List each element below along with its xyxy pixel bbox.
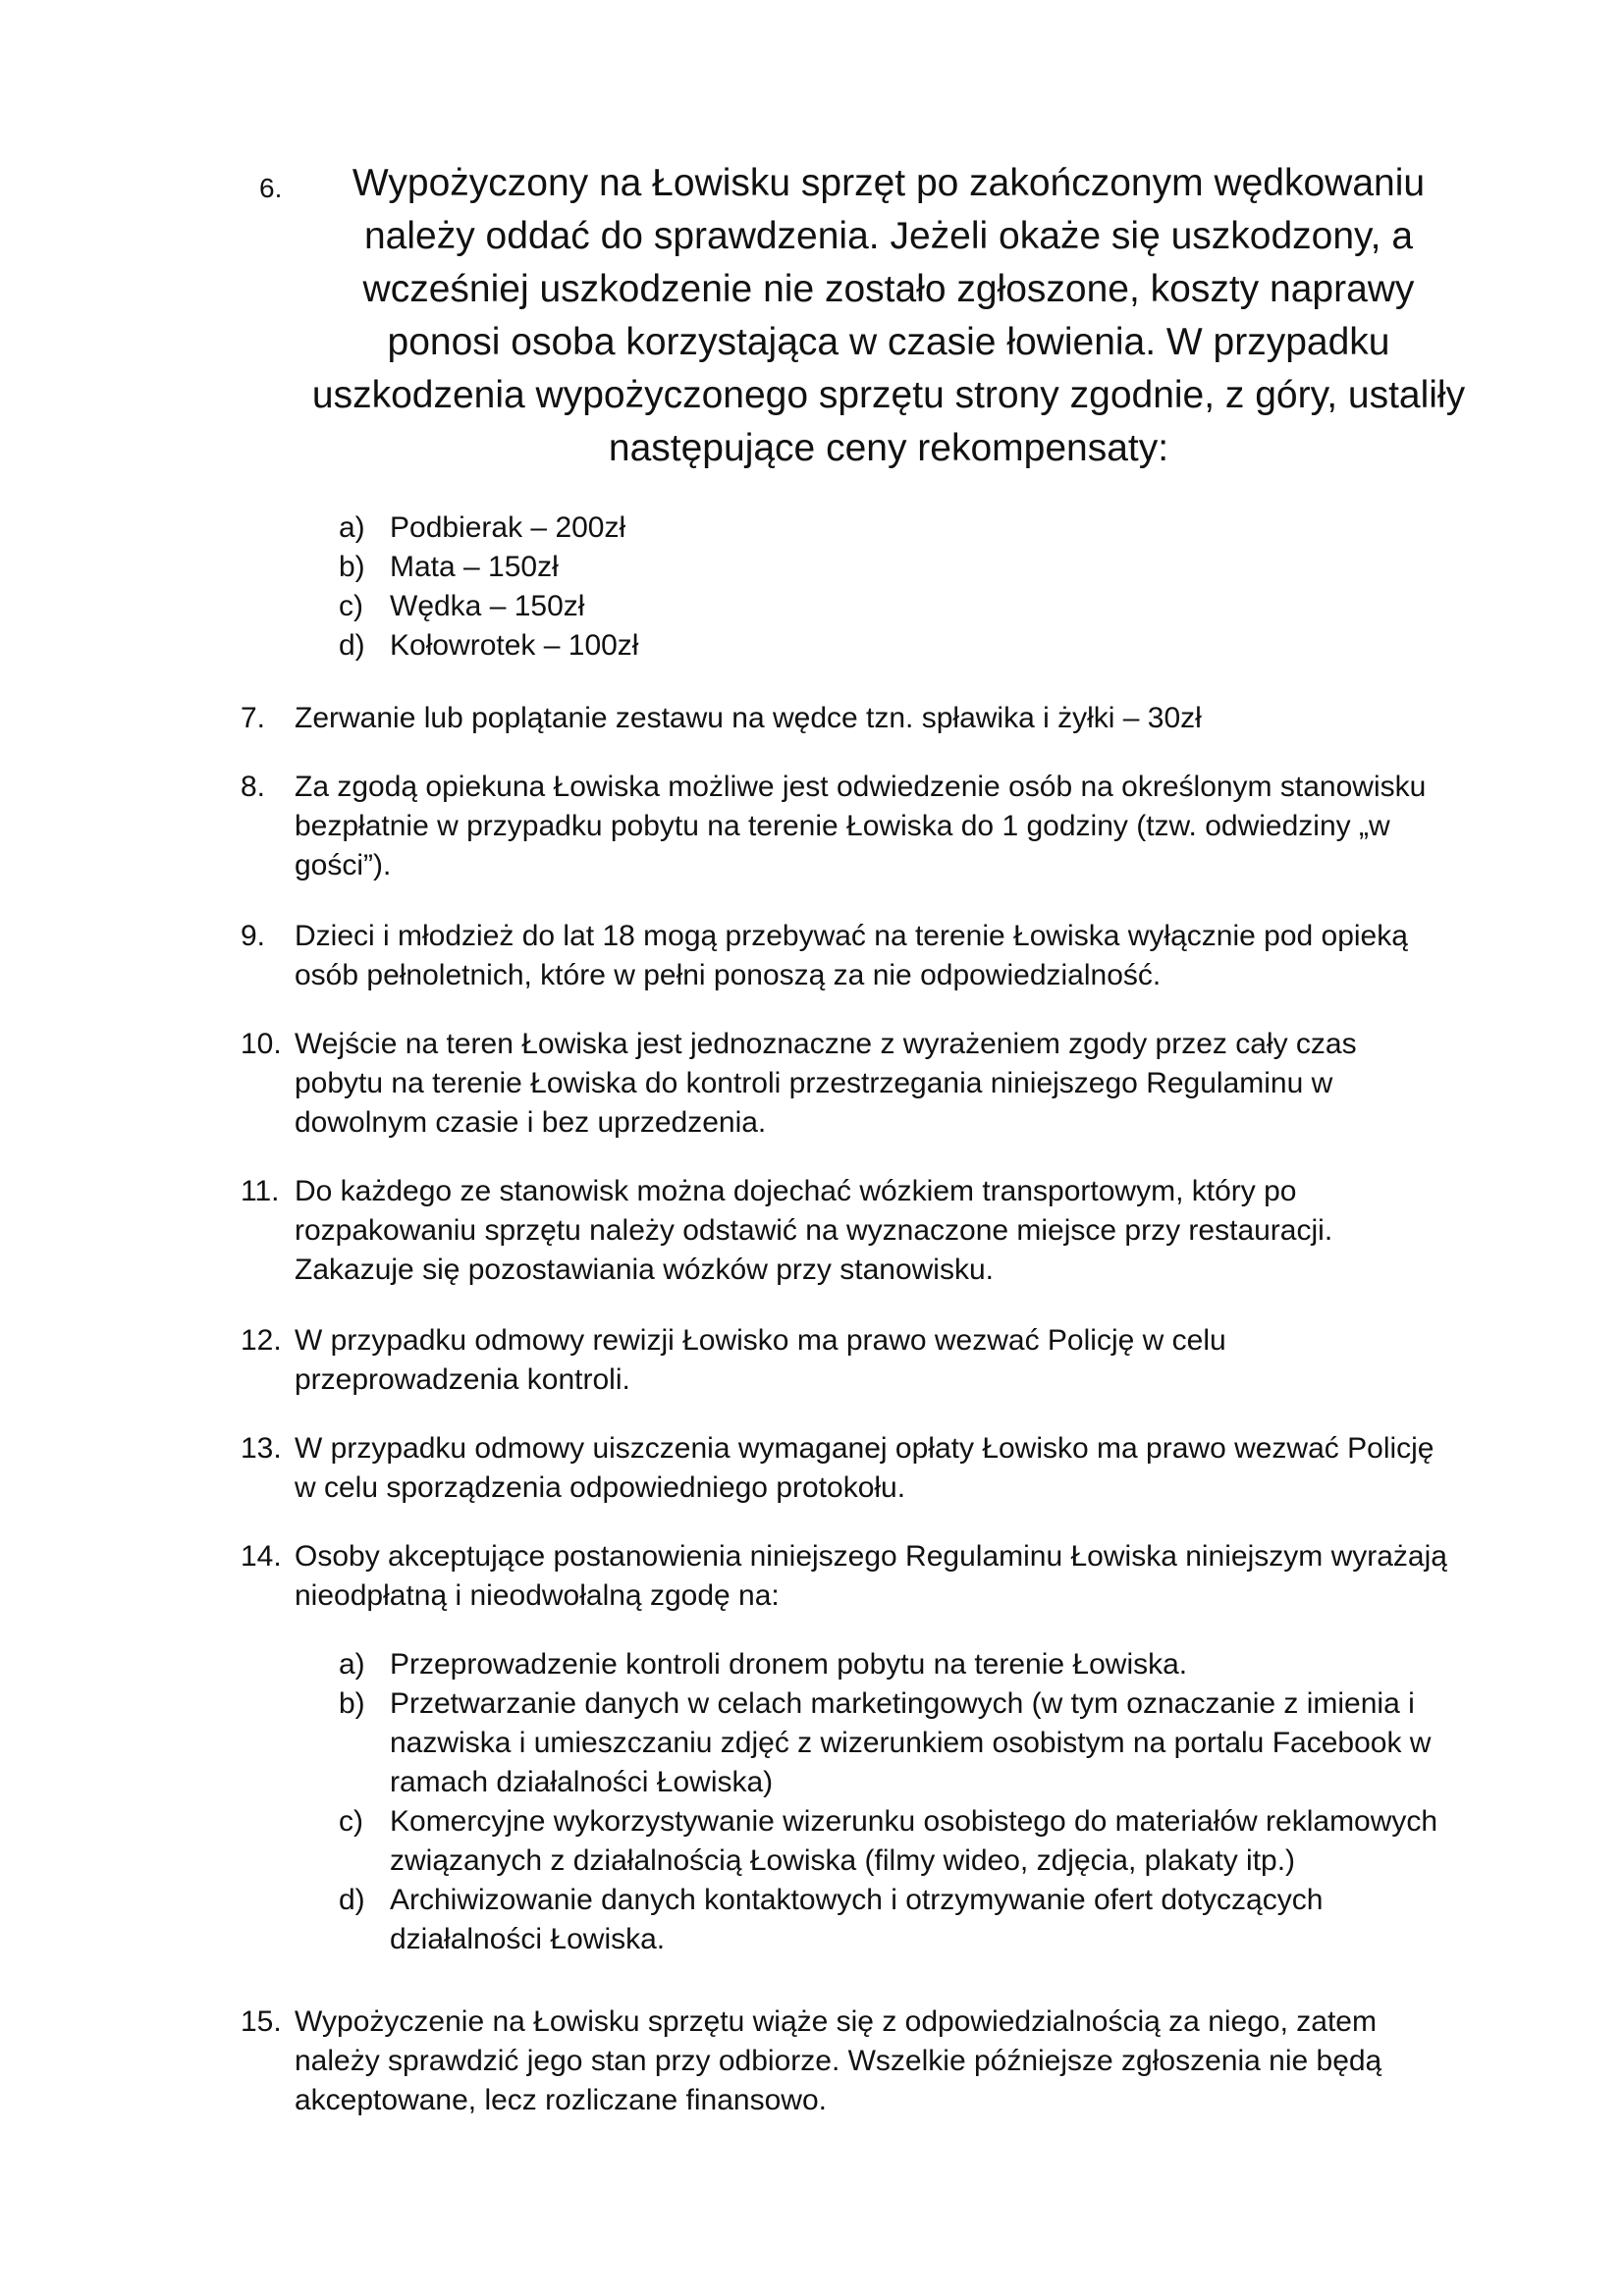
list-letter: a) [339,1648,365,1681]
rule-number: 15. [241,2005,282,2038]
list-text: Przeprowadzenie kontroli dronem pobytu na terenie Łowiska. [390,1648,1188,1681]
list-letter: a) [339,511,365,544]
list-item [339,626,1026,666]
rule-number: 14. [241,1540,282,1573]
list-item [339,1645,1448,1684]
rule-item-8 [241,768,1448,885]
list-letter: c) [339,590,363,622]
rule-item-7 [241,699,1448,738]
list-text: Przetwarzanie danych w celach marketingowych (w tym oznaczanie z imienia i nazwiska i umieszczaniu zdjęć z wizerunkiem osobistym na portalu Facebook w ramach działalności Łowiska) [390,1687,1432,1798]
consent-list [339,1645,1448,1959]
list-item [339,548,1026,587]
rule-text: Wypożyczenie na Łowisku sprzętu wiąże się z odpowiedzialnością za niego, zatem należy sprawdzić jego stan przy odbiorze. Wszelkie późniejsze zgłoszenia nie będą akceptowane, lecz rozliczane finansowo. [295,2005,1382,2116]
rule-number: 12. [241,1324,282,1357]
rule-text: Wypożyczony na Łowisku sprzęt po zakończonym wędkowaniu należy oddać do sprawdzenia. Jeżeli okaże się uszkodzony, a wcześniej uszkodzenie nie zostało zgłoszone, koszty naprawy ponosi osoba korzystająca w czasie łowienia. W przypadku uszkodzenia wypożyczonego sprzętu strony zgodnie, z góry, ustaliły następujące ceny rekompensaty: [311,162,1466,469]
rule-text: Zerwanie lub poplątanie zestawu na wędce tzn. spławika i żyłki – 30zł [295,702,1202,734]
rule-item-15 [241,2002,1448,2120]
list-item [339,1881,1448,1959]
list-item [339,508,1026,548]
rule-number: 13. [241,1432,282,1465]
list-letter: d) [339,1884,365,1916]
list-text: Mata – 150zł [390,551,559,583]
rule-number: 6. [259,173,283,203]
rule-number: 10. [241,1028,282,1060]
list-text: Wędka – 150zł [390,590,585,622]
rule-item-6 [245,157,1473,475]
rule-number: 8. [241,771,266,803]
list-text: Archiwizowanie danych kontaktowych i otrzymywanie ofert dotyczących działalności Łowiska. [390,1884,1324,1955]
rule-number: 7. [241,702,266,734]
list-text: Komercyjne wykorzystywanie wizerunku osobistego do materiałów reklamowych związanych z działalnością Łowiska (filmy wideo, zdjęcia, plakaty itp.) [390,1805,1438,1877]
list-letter: b) [339,1687,365,1720]
list-item [339,587,1026,626]
price-list [339,508,1026,666]
rule-item-14 [241,1537,1448,1616]
rule-item-11 [241,1172,1448,1290]
list-text: Kołowrotek – 100zł [390,629,639,662]
list-text: Podbierak – 200zł [390,511,626,544]
rule-text: Do każdego ze stanowisk można dojechać wózkiem transportowym, który po rozpakowaniu sprzętu należy odstawić na wyznaczone miejsce przy restauracji. Zakazuje się pozostawiania wózków przy stanowisku. [295,1175,1333,1286]
rule-number: 11. [241,1175,280,1207]
rule-item-12 [241,1321,1448,1400]
rule-item-9 [241,917,1448,995]
list-letter: c) [339,1805,363,1838]
rule-item-13 [241,1429,1448,1508]
rule-text: W przypadku odmowy rewizji Łowisko ma prawo wezwać Policję w celu przeprowadzenia kontroli. [295,1324,1226,1396]
list-letter: d) [339,629,365,662]
rule-text: Za zgodą opiekuna Łowiska możliwe jest odwiedzenie osób na określonym stanowisku bezpłatnie w przypadku pobytu na terenie Łowiska do 1 godziny (tzw. odwiedziny „w gości”). [295,771,1427,881]
list-letter: b) [339,551,365,583]
list-item [339,1684,1448,1802]
list-item [339,1802,1448,1881]
rule-number: 9. [241,920,266,952]
rule-text: Osoby akceptujące postanowienia niniejszego Regulaminu Łowiska niniejszym wyrażają nieodpłatną i nieodwołalną zgodę na: [295,1540,1447,1612]
rule-text: W przypadku odmowy uiszczenia wymaganej opłaty Łowisko ma prawo wezwać Policję w celu sporządzenia odpowiedniego protokołu. [295,1432,1435,1504]
rule-text: Dzieci i młodzież do lat 18 mogą przebywać na terenie Łowiska wyłącznie pod opieką osób pełnoletnich, które w pełni ponoszą za nie odpowiedzialność. [295,920,1408,991]
rule-text: Wejście na teren Łowiska jest jednoznaczne z wyrażeniem zgody przez cały czas pobytu na terenie Łowiska do kontroli przestrzegania niniejszego Regulaminu w dowolnym czasie i bez uprzedzenia. [295,1028,1357,1139]
rule-item-10 [241,1025,1448,1143]
